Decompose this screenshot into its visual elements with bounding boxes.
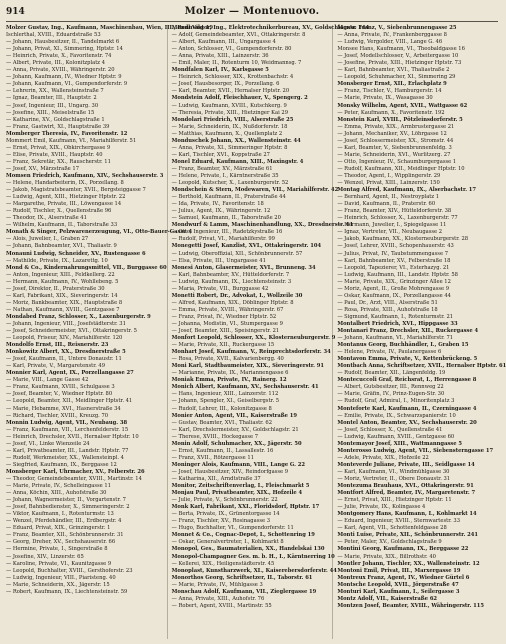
directory-entry: — Julie, Private, V., Schönbrunnerstr. 22 <box>171 497 278 504</box>
directory-entry: Monschau Adolf, Kaufmann, VII., Zieglergasse 19 <box>171 588 317 595</box>
directory-entry: — Leopold, Tapezierer, VI., Esterhazyg. 21 <box>337 264 450 271</box>
directory-entry: — Josef, Beamter, V., Wiedner Hptstr. 80 <box>6 391 113 398</box>
directory-entry: — David, Kaufmann, II., Praterstr. 60 <box>337 201 436 208</box>
directory-entry: — Heinrich, Private, X., Favoritenstr. 74 <box>6 53 112 60</box>
directory-entry: — Karl, Bahnbeamter, XV., Hütteldorferstr. 7 <box>171 271 290 278</box>
directory-entry: — Leopold, Kutscher, X., Laxenburgerstr. 52 <box>171 180 289 187</box>
directory-entry: — Leopold, Buchhalter, XVIII., Gersthoferstr. 23 <box>6 567 133 574</box>
directory-entry: Mondwurf & Lamm, Maschinenhandlung, XX., Dresdnerstr. 61 <box>171 222 354 229</box>
directory-entry: Monkowitz Albert, XX., Dresdnerstraße 5 <box>6 349 126 356</box>
directory-entry: Montler Johann, Tischler, XX., Wallensteinstr. 12 <box>337 560 480 567</box>
directory-entry: — Leopold, Schuhmacher, XI., Simmering 29 <box>337 74 456 81</box>
directory-entry: — Marie, VIII., Lange Gasse 42 <box>6 377 89 384</box>
directory-entry: — Emil, Maler, II., Rotenturm 10, Weidmannsg. 7 <box>171 60 302 67</box>
directory-entry: — Josef, Schlosser, X., Quellenstraße 41 <box>337 426 443 433</box>
directory-entry: — Matthias, Kaufmann, X., Quellenplatz 2 <box>171 130 283 137</box>
directory-entry: — Marie, Schneiderin, XVI., Wurlitzerg. 27 <box>337 151 451 158</box>
directory-entry: — Josefine, XIII., Meiselstraße 15 <box>6 109 95 116</box>
directory-entry: — Helene, Handarbeiterin, IX., Porzellang. 8 <box>6 180 124 187</box>
directory-entry: Monier Anton, Agent, VII., Kaiserstraße 19 <box>171 412 297 419</box>
directory-entry: — Franz, Gastwirt, XI., Hauptstraße 39 <box>6 123 110 130</box>
directory-entry: — Ernst, Kaufmann, II., Lassallestr. 16 <box>171 447 274 454</box>
directory-entry: — Ludwig, Kaufmann, IX., Liechtensteinstr. 3 <box>171 278 292 285</box>
directory-entry: — Ludwig, Kaufmann, XVIII., Gentzgasse 60 <box>337 433 455 440</box>
directory-entry: — Hans, Ingenieur, XIII., Lainzerstr. 112 <box>171 391 279 398</box>
directory-entry: — Otto, Ingenieur, III., Radetzkystraße 16 <box>171 229 283 236</box>
directory-entry: — Franz, Tischler, V., Hamburgerstr. 14 <box>337 88 442 95</box>
directory-entry: — Mathilde, Private, IX., Lazarettg. 10 <box>6 257 108 264</box>
directory-entry: — Johann, Kaufmann, VI., Gumpendorferstr. 9 <box>6 81 128 88</box>
directory-entry: — Rudolf, Kaufmann, XII., Meidlinger Hptstr. 10 <box>337 165 465 172</box>
directory-entry: — Josef, Modellschlosser, V., Arbeitergasse 10 <box>337 53 459 60</box>
directory-entry: Monturi Karl, Kaufmann, I., Seilergasse 3 <box>337 588 460 595</box>
directory-entry: — Karl, Fabrikant, XIX., Sieveringerstr. 14 <box>6 292 118 299</box>
directory-entry: — Paul, Dr., Arzt, VIII., Alserstraße 51 <box>337 299 438 306</box>
column-2 <box>171 25 370 639</box>
directory-entry: — Rosa, Private, XIII., Auhofstraße 18 <box>337 306 438 313</box>
directory-entry: — Heinrich, Schlosser, XIX., Krottenbachstr. 4 <box>171 74 294 81</box>
directory-entry: Monhart Josef, Kaufmann, V., Reinprechtsdorferstr. 34 <box>171 349 331 356</box>
directory-entry: — Marie, Private, XIX., Billrothstr. 40 <box>337 553 436 560</box>
directory-entry: — Peter, Maler, XV., Goldschlagstraße 9 <box>337 539 442 546</box>
directory-entry: Monk Karl, Fabrikant, XXI., Floridsdorf, Hptstr. 17 <box>171 504 320 511</box>
directory-entry: — Ludwig, Vergolder, VIII., Lange G. 46 <box>337 39 443 46</box>
directory-entry: — Rudolf, Tischler, X., Quellenstraße 96 <box>6 208 112 215</box>
directory-entry: — Berthold, Kaufmann, II., Praterstraße 44 <box>171 194 286 201</box>
directory-entry: — Jakob, Kaufmann, XX., Klosterneuburgerstr. 28 <box>337 236 469 243</box>
directory-entry: — Franz, Sekretär, XX., Rauscherstr. 11 <box>6 158 111 165</box>
directory-entry: Moninger Alois, Kaufmann, VIII., Lange G. 22 <box>171 461 306 468</box>
directory-entry: — Ernst, Privat, XIX., Obkirchergasse 9 <box>6 144 111 151</box>
directory-entry: — Anna, Private, XI., Simmeringer Hptstr. 8 <box>171 144 288 151</box>
directory-entry: — Franz, Beamter, XIV., Hütteldorferstr. 38 <box>337 208 452 215</box>
directory-entry: Montemayor Josef, XIII., Wattmanngasse 5 <box>337 440 462 447</box>
directory-entry: Montavon Emma, Private, V., Kettenbrückeng. 5 <box>337 356 478 363</box>
directory-entry: Montel Anton, Beamter, XV., Sechshauserstr. 20 <box>337 419 477 426</box>
directory-entry: — Robert, Kaufmann, IX., Liechtensteinstr. 59 <box>6 588 128 595</box>
directory-entry: — Marie, Schneiderin, IX., Nußdorferstr. 18 <box>171 123 288 130</box>
directory-entry: Montfort Alfred, Beamter, IV., Margaretenstr. 7 <box>337 490 476 497</box>
directory-entry: — Josef, Bahnbedienster, X., Simmeringerstr. 2 <box>6 504 130 511</box>
directory-entry: — Moriz, Bankbeamter, XIX., Hauptstraße 8 <box>6 299 123 306</box>
directory-entry: — Karl, Agent, VII., Schottenfeldgasse 28 <box>337 525 447 532</box>
directory-entry: — Karl, Beamter, V., Siebenbrunnenfeldg. 3 <box>337 144 452 151</box>
directory-entry: Monsky Wilhelm, Agent, XVII., Wattgasse 62 <box>337 102 468 109</box>
directory-entry: Mondabed Franz, Schlosser, X., Laxenburgerstr. 9 <box>6 313 151 320</box>
directory-entry: — Ignaz, Beamter, III., Hauptstr. 2 <box>6 95 97 102</box>
directory-entry: — Josefine, XIV., Linzerstr. 65 <box>6 553 84 560</box>
directory-entry: — Rudolf, Beamter, XII., Längenfeldg. 19 <box>337 370 446 377</box>
directory-entry: Mondolfo Ernst, III., Reisnerstr. 23 <box>6 342 109 349</box>
directory-entry: — Albert, Gutsbesitzer, III., Rennweg 22 <box>337 384 444 391</box>
directory-entry: Molzer Gustav, Ing., Kaufmann, Maschinenbau, Wien, III., Rennweg 19 <box>6 25 213 31</box>
directory-entry: Monetti Robert, Dr., Advokat, I., Wollzeile 30 <box>171 292 303 299</box>
directory-entry: — Johann, Privat, XI., Simmering, Hptstr. 14 <box>6 46 123 53</box>
directory-entry: Montsche Leopold, XVII., Jörgerstraße 47 <box>337 581 459 588</box>
directory-entry: — Josef, Schneidermeister, XVI., Ottakringerstr. 5 <box>6 328 137 335</box>
directory-entry: — Rosa, Private, XVII., Kalvarienbergg. 40 <box>171 356 284 363</box>
directory-entry: — Josef, Ingenieur, III., Ungarg. 30 <box>6 102 99 109</box>
directory-entry: — Peter, Kaufmann, X., Favoritenstr. 192 <box>337 109 445 116</box>
directory-entry: Montanari Franz, Drechsler, XII., Ruckergasse 4 <box>337 328 479 335</box>
directory-entry: Monath & Singer, Pelzwarenerzeugung, VI., Otto-Bauer-Gasse 4 <box>6 229 193 236</box>
directory-entry: — Franz, XVII., Rötzergasse 11 <box>171 454 254 461</box>
directory-entry: — Anna, Köchin, XIII., Auhofstraße 30 <box>6 490 107 497</box>
directory-entry: — Leopold, Beamter, XII., Meidlinger Hptstr. 41 <box>6 398 133 405</box>
directory-entry: — Johann, Bahnbeamter, XVI., Thaliastr. 9 <box>6 243 117 250</box>
directory-entry: — Siegfried, Kaufmann, IX., Berggasse 12 <box>6 461 117 468</box>
directory-entry: Mondolari Friedrich, VIII., Alserstraße 25 <box>171 116 294 123</box>
directory-entry: Monfort Leopold, Schlosser, XX., Klosterneuburgerstr. 9 <box>171 335 336 342</box>
directory-entry: — Julius, Agent, IX., Währingerstr. 12 <box>171 208 271 215</box>
directory-entry: Monin Adolf, Schuhmacher, XX., Jägerstr. 50 <box>171 440 302 447</box>
directory-entry: — Johann, Kaufmann, VI., Mariahilferstr. 71 <box>337 335 454 342</box>
directory-entry: Montzen Josef, Beamter, XVIII., Währingerstr. 115 <box>337 602 485 609</box>
directory-entry: — Samuel, Kaufmann, II., Taborstraße 20 <box>171 215 281 222</box>
directory-entry: — Albert, Kaufmann, III., Ungargasse 4 <box>171 39 276 46</box>
directory-entry: — Sigmund, Kaufmann, I., Rotenturmstr. 21 <box>337 313 454 320</box>
directory-entry: Montanus Georg, Buchhändler, I., Graben 15 <box>337 342 469 349</box>
directory-entry: — Josefine, Private, XIII., Hietzinger Hptstr. 73 <box>337 60 462 67</box>
directory-entry: — Ludwig, Kaufmann, III., Landstr. Hptstr. 58 <box>337 271 458 278</box>
directory-entry: Monteforte Karl, Kaufmann, II., Czerningasse 4 <box>337 405 477 412</box>
directory-entry: — Gustav, Beamter, XVI., Thaliastr. 62 <box>171 419 272 426</box>
directory-entry: — Karl, Private, V., Margaretenstr. 49 <box>6 363 106 370</box>
directory-entry: — Oskar, Kaufmann, IX., Porzellangasse 44 <box>337 292 451 299</box>
directory-entry: Monorthos Georg, Schriftsetzer, II., Taborstr. 61 <box>171 574 313 581</box>
directory-entry: Monnier Karl, Agent, IX., Porzellangasse 27 <box>6 370 134 377</box>
directory-entry: — Wenzel, Pferdehändler, III., Erdbergstr. 4 <box>6 518 122 525</box>
directory-entry: — Josef, Lehrer, XVIII., Schopenhauerstr. 43 <box>337 243 454 250</box>
directory-entry: — Margarethe, Private, III., Löwengasse 14 <box>6 201 122 208</box>
directory-entry: — Viktor, Kaufmann, I., Rotenturmstr. 13 <box>6 511 114 518</box>
directory-entry: — Marie, Private, IX., Wasagasse 30 <box>337 95 433 102</box>
directory-entry: Monitor, Zeitschriftenverlag, I., Fleischmarkt 5 <box>171 483 310 490</box>
directory-entry: — Theresia, Private, XIII., Hietzinger Kai 29 <box>171 109 289 116</box>
directory-entry: — Karl, Beamter, XVII., Hernalser Hptstr. 20 <box>171 88 290 95</box>
directory-entry: — Ignaz, Vertreter, VII., Neubaugasse 2 <box>337 229 443 236</box>
directory-entry: — Rudolf, Lehrer, III., Kolonitzgasse 8 <box>171 405 272 412</box>
directory-entry: — Josef, Kaufmann, II., Untere Donaustr. 11 <box>6 356 122 363</box>
directory-entry: — Ludwig, Oberoffizial, XII., Schönbrunnerstr. 57 <box>171 250 303 257</box>
directory-entry: — Heinrich, Drechsler, XVII., Hernalser Hptstr. 10 <box>6 433 139 440</box>
directory-entry: — Albert, Private, III., Kolonitzplatz 4 <box>6 60 105 67</box>
directory-entry: Monterosso Ludwig, Agent, VII., Siebensterngasse 17 <box>337 447 494 454</box>
directory-entry: — Adele, Private, XIX., Hofzeile 22 <box>337 454 429 461</box>
directory-entry: — Robert, Agent, XVIII., Martinstr. 55 <box>171 602 272 609</box>
directory-entry: — Theodor, Agent, I., Wipplingerstr. 29 <box>337 172 441 179</box>
directory-entry: — Anton, Ingenieur, XIII., Feldkellerg. 22 <box>6 271 115 278</box>
directory-entry: — Marie, Schneiderin, XX., Jägerstr. 15 <box>6 581 110 588</box>
directory-entry: — Otto, Ingenieur, IV., Schaumburgergasse 1 <box>337 158 457 165</box>
directory-entry: — Anton, Schlosser, VI., Gumpendorferstr. 80 <box>171 46 292 53</box>
directory-entry: — Anna, Private, IV., Frankenberggasse 8 <box>337 32 447 39</box>
directory-entry: — Ernst, Privat, XIII., Hietzinger Hptstr. 11 <box>337 497 452 504</box>
directory-entry: — Johann, Kaufmann, IV., Wiedner Hptstr. 9 <box>6 74 122 81</box>
directory-entry: — Ida, Private, IV., Favoritenstr. 18 <box>171 201 264 208</box>
directory-entry: — Josef, Schlossermeister, XX., Stromstr. 44 <box>337 137 454 144</box>
directory-entry: — Josef, Hausbesorger, IX., Porzellang. 6 <box>171 81 280 88</box>
directory-entry: — Marie, Private, IV., Schelleingasse 11 <box>6 483 112 490</box>
directory-entry: — Emma, Private, XVIII., Währingerstr. 67 <box>171 306 284 313</box>
directory-entry: Montezuma Brauhaus, XVI., Ottakringerstr. 91 <box>337 483 474 490</box>
directory-entry: — Franz, Privat, IV., Wiedner Hptstr. 52 <box>171 313 277 320</box>
directory-entry: — Hermann, Kaufmann, IV., Wohllebeng. 5 <box>6 278 119 285</box>
directory-entry: — Franz, Beamter, XV., Märzstraße 61 <box>171 165 273 172</box>
directory-entry: — Maria, Private, VII., Burggasse 42 <box>171 285 269 292</box>
directory-entry: — Katharine, XV., Goldschlagstraße 1 <box>6 116 105 123</box>
directory-entry: — Karl, Kaufmann, VI., Windmühlgasse 30 <box>337 468 450 475</box>
directory-entry: Monteverde Juliane, Private, III., Seidlgasse 14 <box>337 461 475 468</box>
directory-entry: — Elsa, Private, III., Ungargasse 41 <box>171 257 266 264</box>
directory-entry: — Theodor, IX., Alserstraße 41 <box>6 215 87 222</box>
directory-entry: — Johann, Spengler, XI., Geiselbergstr. 5 <box>171 398 280 405</box>
directory-entry: — Franz, Kaufmann, XVIII., Schulgasse 3 <box>6 384 115 391</box>
directory-entry: — Johann, Wagnermeister, II., Vorgartenstr. 7 <box>6 497 126 504</box>
directory-entry: — Bernhard, Agent, II., Nestroyplatz 1 <box>337 194 440 201</box>
columns <box>6 25 506 639</box>
directory-entry: — Karoline, Private, VI., Kaunitzgasse 9 <box>6 560 112 567</box>
page-header <box>6 6 498 22</box>
directory-entry: Monich Albert, Kaufmann, XV., Sechshauserstr. 41 <box>171 384 319 391</box>
directory-entry: — Ludwig, Ingenieur, VIII., Piaristeng. 40 <box>6 574 116 581</box>
directory-entry: — Theodor, Gemeindebeamter, XVIII., Martinstr. 14 <box>6 476 142 482</box>
directory-entry: Monsee Hans, Kaufmann, VI., Theobaldgasse 16 <box>337 46 465 53</box>
directory-entry: Monoplast, Kunstharzwerk, XI., Kaiserebersdorferstr. 44 <box>171 567 337 574</box>
directory-entry: Montini Georg, Kaufmann, IX., Berggasse 22 <box>337 546 469 553</box>
directory-entry: — Franz, Beamter, XII., Schönbrunnerstr. 31 <box>6 532 124 539</box>
directory-entry: — Karl, Bahnbeamter, XVI., Thaliastraße 2 <box>337 67 450 74</box>
directory-entry: — Anna, Private, XVIII., Währingerstr. 20 <box>6 67 115 74</box>
directory-entry: — Johann, Ingenieur, VIII., Josefstädterstr. 31 <box>6 320 126 327</box>
directory-entry: — Ludwig, Agent, XIII., Hietzinger Hptstr. 22 <box>6 194 126 201</box>
directory-entry: — Wilhelm, Kaufmann, II., Taborstraße 33 <box>6 222 118 229</box>
directory-entry: — Karl, Privatbeamter, III., Landstr. Hptstr. 77 <box>6 447 129 454</box>
directory-entry: — Leopold, Friseur, XIV., Mariahilferstr. 120 <box>6 335 123 342</box>
directory-entry: — Franz, Kaufmann, VII., Lerchenfelderstr. 15 <box>6 426 129 433</box>
column-3 <box>337 25 506 639</box>
directory-entry: Mondstein Adolf, Fleischhauer, V., Spengerg. 2 <box>171 95 308 102</box>
directory-entry: Montalbert Friedrich, XVI., Hippgasse 33 <box>337 320 458 327</box>
directory-entry: — Marie, Hebamme, XVI., Hasnerstraße 34 <box>6 405 121 412</box>
directory-entry: Monjau Paul, Privatbeamter, XIX., Hofzeile 4 <box>171 490 303 497</box>
directory-entry: — Ludwig, Kaufmann, XVIII., Kutschkerg. 9 <box>171 102 287 109</box>
directory-entry: Monauni Ludwig, Schneider, XV., Rustengasse 6 <box>6 250 146 257</box>
directory-entry: — Kellerei, XIX., Heiligenstädterstr. 45 <box>171 560 275 567</box>
directory-entry: — Marie, Private, XIX., Grinzinger Allee 12 <box>337 278 451 285</box>
directory-entry: — Alfred, Kaufmann, XIX., Döblinger Hptstr. 8 <box>171 299 294 306</box>
directory-entry: — Josef, XV., Märzstraße 17 <box>6 165 80 172</box>
directory-entry: Montreux Franz, Agent, IV., Wiedner Gürtel 6 <box>337 574 470 581</box>
directory-entry: — Helene, Private, I., Kärntnerstraße 35 <box>171 172 279 179</box>
directory-entry: — Julie, Private, IX., Kolingasse 4 <box>337 504 426 511</box>
directory-entry: Montz Adolf, VII., Kaiserstraße 62 <box>337 595 438 602</box>
directory-entry: — Marie, Private, XII., Ruckergasse 15 <box>171 342 275 349</box>
directory-entry: — Katharina, XII., Arndtstraße 37 <box>171 476 261 482</box>
directory-entry: — Johann, Hausbesitzer, II., Tandelmarkt 6 <box>6 39 120 46</box>
directory-entry: — Hugo, Buchhalter, VI., Gumpendorferstr. 11 <box>171 525 294 532</box>
directory-entry: Ischlerthal, XVIII., Eduardstraße 53 <box>6 32 101 39</box>
directory-entry: — Elise, Private, XVIII., Hauptstr. 40 <box>6 151 103 158</box>
directory-entry: Monopol, Ges., Baumaterialien, XX., Handelskai 130 <box>171 546 325 553</box>
directory-entry: Mondfalen Karl, IV., Karlsgasse 5 <box>171 67 269 74</box>
directory-entry: Monesi Anton, Glasermeister, XVI., Brunneng. 34 <box>171 264 316 271</box>
running-head: Molzer — Montenuovo. <box>184 6 320 17</box>
directory-entry: Monstein Karl, XVIII., Pötzleinsdorferstr. 5 <box>337 116 463 123</box>
directory-entry: — Hermine, Private, I., Singerstraße 8 <box>6 546 108 553</box>
directory-entry: — Eduard, Privat, XIX., Grinzingerstr. 1 <box>6 525 111 532</box>
directory-entry: — Emma, Private, XIX., Armbrustergasse 21 <box>337 123 455 130</box>
directory-entry: — Marianne, Private, IX., Mariannengasse 6 <box>171 370 289 377</box>
directory-entry: Montag Alfred, Kaufmann, IX., Alserbachstr. 17 <box>337 187 477 194</box>
directory-entry: Monse Franz, V., Siebenbrunnengasse 25 <box>337 25 457 31</box>
directory-entry: Montgomery Hans, Kaufmann, I., Kohlmarkt 14 <box>337 511 477 518</box>
directory-entry: — Rudolf, Privat, VI., Mariahilferstr. 99 <box>171 236 275 243</box>
directory-entry: — Johann, Mechaniker, XV., Löhrgasse 12 <box>337 130 447 137</box>
directory-entry: — Eduard, Ingenieur, XVIII., Sternwartestr. 33 <box>337 518 461 525</box>
directory-entry: Momberger Theresia, IV., Favoritenstr. 12 <box>6 130 128 137</box>
directory-entry: — Lehrerin, XX., Wallensteinstraße 7 <box>6 88 104 95</box>
directory-entry: Mondschein & Stern, Modewaren, VII., Mariahilferstr. 42 <box>171 187 339 194</box>
directory-entry: — Emilie, Private, IX., Schwarzspanierstr. 10 <box>337 412 456 419</box>
directory-entry: — Rudolf, Werkmeister, XX., Wallensteinpl. 4 <box>6 454 124 461</box>
directory-entry: Monduschek Johann, XX., Wallensteinstr. 44 <box>171 137 301 144</box>
directory-entry: — Moriz, Agent, II., Große Mohrengasse 9 <box>337 285 450 292</box>
directory-entry: — Marie, Gräfin, IV., Prinz-Eugen-Str. 30 <box>337 391 445 398</box>
directory-entry: Montoni Emil, Privat, III., Marxergasse 19 <box>337 567 461 574</box>
directory-entry: Moni Karl, Stadtbaumeister, XIX., Sieveringerstr. 91 <box>171 363 325 370</box>
directory-entry: — Berta, Private, IX., Grünentorgasse 14 <box>171 511 280 518</box>
directory-entry: — Nathan, Kaufmann, XVIII., Gentzgasse 7 <box>6 306 120 313</box>
directory-entry: — Karl, Bahnbeamter, XV., Felberstraße 18 <box>337 257 451 264</box>
directory-entry: — Richard, Tischler, XVIII., Kreuzg. 70 <box>6 412 109 419</box>
directory-entry: Mondl Viktor, Ing., Elektrotechnikerbureau, XV., Goldschlagstr. 144 <box>171 25 370 31</box>
directory-entry: — Moriz, Vertreter, II., Obere Donaustr. 31 <box>337 476 451 482</box>
directory-entry: — Heinrich, Schlosser, X., Laxenburgerstr. 77 <box>337 215 458 222</box>
directory-entry: — Karl, Drechslermeister, XV., Goldschlagstr. 21 <box>171 426 299 433</box>
directory-entry: — Wenzel, Privat, XIII., Lainzerstr. 150 <box>337 180 440 187</box>
directory-entry: — Marie, Private, IV., Mühlgasse 3 <box>171 581 263 588</box>
directory-entry: — Helene, Private, IV., Paulanergasse 6 <box>337 349 442 356</box>
directory-entry: Monopol-Champagner Ges. m. b. H., I., Kärntnerring 10 <box>171 553 335 560</box>
directory-entry: — Julius, Privat, IV., Taubstummengasse 7 <box>337 250 448 257</box>
directory-entry: — Alois, Juwelier, I., Graben 27 <box>6 236 89 243</box>
page-number: 914 <box>6 7 25 17</box>
directory-entry: — Josef, Beamter, XIII., Speisingerstr. 21 <box>171 328 280 335</box>
directory-entry: Monel Eduard, Kaufmann, XIII., Maxingstr. 4 <box>171 158 304 165</box>
directory-entry: — Adolf, Gemeindebeamter, XVI., Ottakringerstr. 8 <box>171 32 306 39</box>
directory-entry: Monsberger Karl, Uhrmacher, XV., Felberstr. 26 <box>6 468 145 475</box>
directory-entry: — Hermann, Juwelier, I., Spiegelgasse 11 <box>337 222 447 229</box>
directory-entry: Moniak Emma, Private, IV., Rainerg. 12 <box>171 377 287 384</box>
directory-entry: — Anna, Private, XIII., Lainzerstr. 36 <box>171 53 269 60</box>
directory-entry: — Franz, Tischler, XV., Rosinagasse 3 <box>171 518 271 525</box>
directory-entry: Monsberger Ernst, XII., Erlachplatz 9 <box>337 81 447 88</box>
directory-entry: — Georg, Dreher, XV., Sechshauserstr. 66 <box>6 539 116 546</box>
directory-entry: — Josef, Direktor, II., Praterstraße 30 <box>6 285 105 292</box>
directory-entry: — Johanna, Modistin, VI., Stumpergasse 9 <box>171 320 283 327</box>
directory-entry: Mond & Co., Kindernahrungsmittel, VII., Burggasse 60 <box>6 264 167 271</box>
directory-entry: — Josef, VI., Linke Wienzeile 24 <box>6 440 90 447</box>
directory-entry: Momsen Friedrich, Kaufmann, XIV., Sechshauserstr. 3 <box>6 172 164 179</box>
directory-entry: Montbach Anna, Schriftsetzer, XVII., Hernalser Hptstr. 61 <box>337 363 506 370</box>
directory-entry: — Josef, Hausbesitzer, XIV., Reindorfgasse 9 <box>171 468 289 475</box>
directory-entry: Monnin Ludwig, Agent, VII., Neubaug. 38 <box>6 419 128 426</box>
directory-entry: — Therese, XVIII., Hockegasse 7 <box>171 433 259 440</box>
directory-entry: Mommert Emil, Kaufmann, VI., Mariahilferstr. 51 <box>6 137 137 144</box>
directory-entry: — Jakob, Magistratsbeamter, XVII., Bergsteiggasse 7 <box>6 187 146 194</box>
directory-entry: Monegetti Josef, Kanzlist, XVI., Ottakringerstr. 104 <box>171 243 322 250</box>
directory-entry: — Karl, Tischler, XVI., Koppstraße 27 <box>171 151 270 158</box>
directory-entry: Monti Luise, Private, XII., Schönbrunnerstr. 241 <box>337 532 478 539</box>
directory-entry: — Rudolf, Graf, Admiral, I., Minoritenplatz 3 <box>337 398 455 405</box>
directory-entry: Montecuccoli Graf, Reichsrat, I., Herrengasse 8 <box>337 377 477 384</box>
directory-entry: Monnet & Co., Cognac-Depot, I., Schottenring 19 <box>171 532 315 539</box>
directory-entry: — Anna, Private, XIII., Auhofstr. 76 <box>171 595 265 602</box>
directory-entry: — Oskar, Generalvertreter, I., Kohlmarkt 8 <box>171 539 284 546</box>
